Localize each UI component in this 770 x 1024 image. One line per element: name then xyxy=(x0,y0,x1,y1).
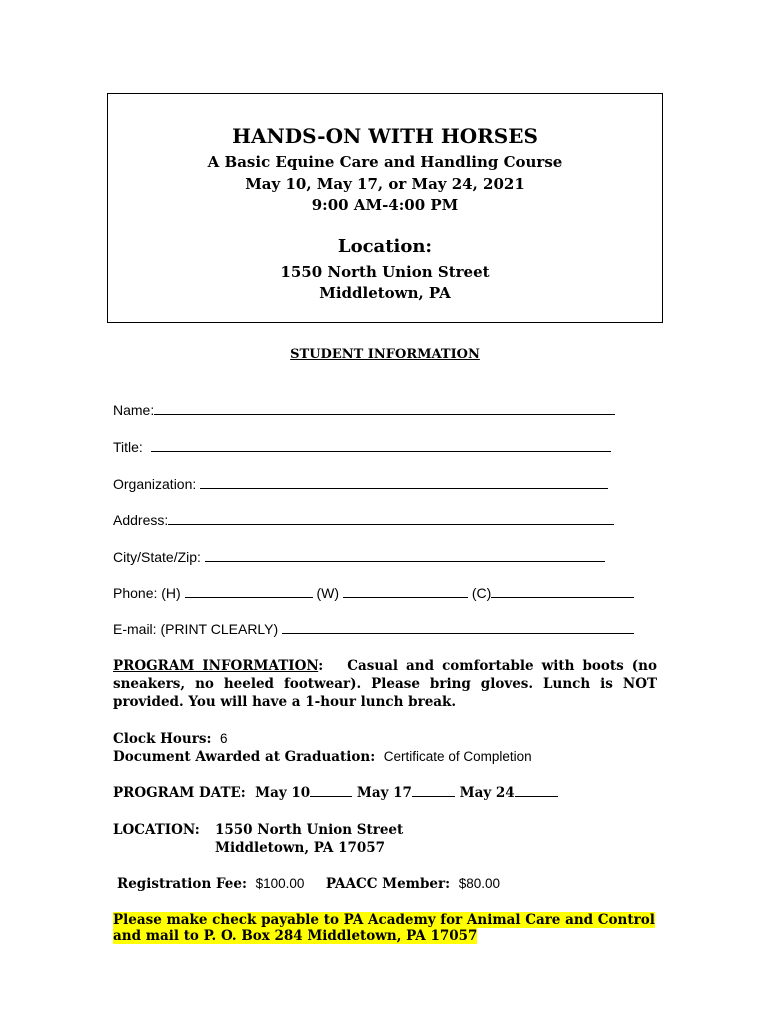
may17-blank[interactable] xyxy=(412,785,455,797)
name-line[interactable] xyxy=(154,402,615,415)
email-line[interactable] xyxy=(282,621,634,634)
location-address-line2: Middletown, PA 17057 xyxy=(215,840,386,856)
name-field[interactable]: Name: xyxy=(113,402,615,418)
location-city: Middletown, PA xyxy=(319,284,451,302)
phone-work-line[interactable] xyxy=(343,585,468,598)
city-state-zip-line[interactable] xyxy=(205,549,605,562)
registration-fee: Registration Fee: $100.00 PAACC Member: $80.00 xyxy=(117,876,500,892)
course-subtitle: A Basic Equine Care and Handling Course xyxy=(207,153,563,171)
course-header-box xyxy=(107,93,663,323)
address-field[interactable]: Address: xyxy=(113,512,614,528)
location-info: LOCATION: xyxy=(113,822,200,838)
course-time: 9:00 AM-4:00 PM xyxy=(311,196,459,214)
organization-field[interactable]: Organization: xyxy=(113,476,608,492)
may24-blank[interactable] xyxy=(515,785,558,797)
program-information: PROGRAM INFORMATION: Casual and comfortable with boots (no sneakers, no heeled footwear). Please bring gloves. Lunch is NOT provided. You will have a 1-hour lunch break. xyxy=(113,658,657,710)
phone-home-line[interactable] xyxy=(185,585,313,598)
address-line[interactable] xyxy=(168,512,614,525)
phone-cell-line[interactable] xyxy=(491,585,634,598)
document-awarded: Document Awarded at Graduation: Certificate of Completion xyxy=(113,749,532,765)
phone-field[interactable]: Phone: (H) (W) (C) xyxy=(113,585,634,601)
course-title: HANDS-ON WITH HORSES xyxy=(232,124,538,148)
program-dates[interactable]: PROGRAM DATE: May 10 May 17 May 24 xyxy=(113,785,558,801)
may10-blank[interactable] xyxy=(310,785,352,797)
email-field[interactable]: E-mail: (PRINT CLEARLY) xyxy=(113,621,634,637)
clock-hours: Clock Hours: 6 xyxy=(113,731,228,747)
location-street: 1550 North Union Street xyxy=(280,263,490,281)
location-heading: Location: xyxy=(337,236,433,257)
student-info-heading: STUDENT INFORMATION xyxy=(290,347,480,362)
location-address-line1: 1550 North Union Street xyxy=(215,822,404,838)
payment-instructions: Please make check payable to PA Academy for Animal Care and Control and mail to P. O. Box 284 Middletown, PA 17057 xyxy=(113,912,655,944)
organization-line[interactable] xyxy=(200,476,608,489)
course-dates: May 10, May 17, or May 24, 2021 xyxy=(245,175,525,193)
title-line[interactable] xyxy=(151,439,611,452)
title-field[interactable]: Title: xyxy=(113,439,611,455)
city-state-zip-field[interactable]: City/State/Zip: xyxy=(113,549,605,565)
